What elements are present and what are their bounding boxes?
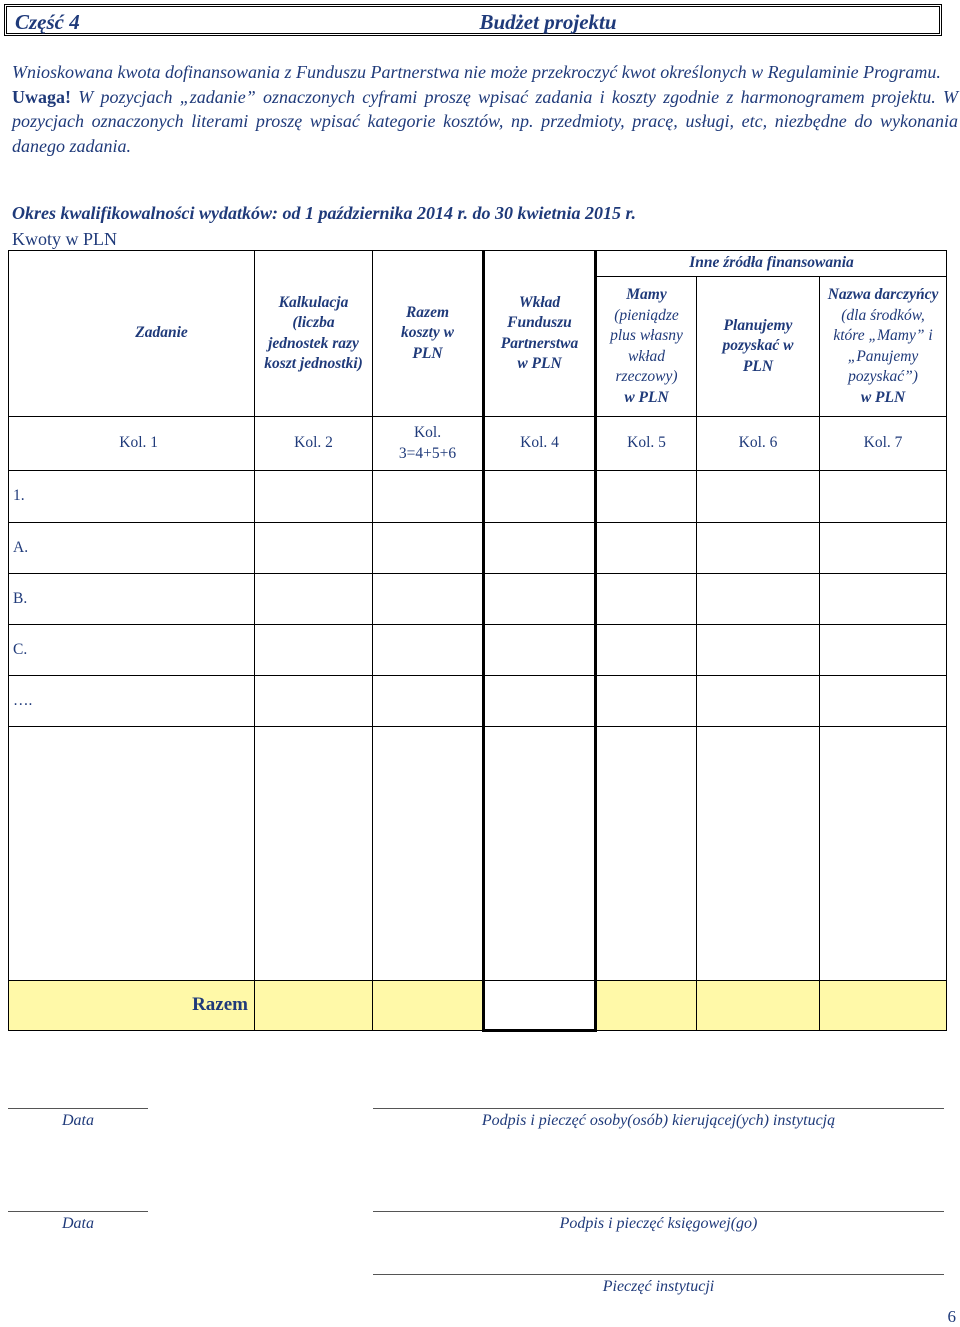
section-header — [4, 4, 942, 36]
row-label: …. — [9, 676, 255, 727]
table-row — [9, 676, 947, 727]
table-row — [9, 625, 947, 676]
cell[interactable] — [820, 727, 947, 981]
cell[interactable] — [255, 523, 373, 574]
kol-4-label: Kol. 4 — [484, 417, 596, 471]
intro-text — [12, 60, 958, 158]
cell[interactable] — [596, 727, 697, 981]
cell[interactable] — [255, 676, 373, 727]
total-cell[interactable] — [484, 981, 596, 1031]
cell[interactable] — [697, 676, 820, 727]
table-row — [9, 471, 947, 523]
cell[interactable] — [373, 523, 484, 574]
cell[interactable] — [373, 625, 484, 676]
cell[interactable] — [484, 625, 596, 676]
signature-line — [373, 1274, 944, 1275]
cell[interactable] — [484, 574, 596, 625]
cell[interactable] — [596, 523, 697, 574]
cell[interactable] — [596, 471, 697, 523]
cell[interactable] — [596, 676, 697, 727]
table-row — [9, 574, 947, 625]
accountant-signature-label: Podpis i pieczęć księgowej(go) — [559, 1215, 758, 1232]
kol-3-label: Kol. 3=4+5+6 — [373, 417, 484, 471]
row-label: B. — [9, 574, 255, 625]
header-inne-zrodla: Inne źródła finansowania — [596, 251, 947, 277]
header-wklad-funduszu: Wkład Funduszu Partnerstwa w PLN — [484, 251, 596, 417]
cell[interactable] — [373, 727, 484, 981]
signature-line — [373, 1211, 944, 1212]
cell[interactable] — [697, 523, 820, 574]
cell[interactable] — [255, 574, 373, 625]
row-label: C. — [9, 625, 255, 676]
header-kalkulacja: Kalkulacja (liczba jednostek razy koszt jednostki) — [255, 251, 373, 417]
total-cell[interactable] — [373, 981, 484, 1031]
cell[interactable] — [697, 471, 820, 523]
cell[interactable] — [596, 625, 697, 676]
cell[interactable] — [9, 727, 255, 981]
kol-2-label: Kol. 2 — [255, 417, 373, 471]
header-planujemy: Planujemy pozyskać w PLN — [697, 277, 820, 417]
date-label-1: Data — [62, 1112, 94, 1129]
total-label: Razem — [9, 981, 255, 1031]
uwaga-label: Uwaga! — [12, 86, 71, 107]
signature-line — [8, 1211, 148, 1212]
cell[interactable] — [596, 574, 697, 625]
cell[interactable] — [484, 727, 596, 981]
page-number: 6 — [947, 1307, 956, 1326]
cell[interactable] — [697, 727, 820, 981]
cell[interactable] — [255, 625, 373, 676]
institution-stamp-label: Pieczęć instytucji — [602, 1278, 715, 1295]
amounts-unit-note: Kwoty w PLN — [12, 229, 118, 249]
cell[interactable] — [373, 676, 484, 727]
header-zadanie: Zadanie — [9, 251, 255, 417]
cell[interactable] — [820, 523, 947, 574]
cell[interactable] — [373, 471, 484, 523]
header-mamy: Mamy (pieniądze plus własny wkład rzeczowy) w PLN — [596, 277, 697, 417]
section-title: Budżet projektu — [479, 10, 617, 34]
kol-1-label: Kol. 1 — [9, 417, 255, 471]
total-cell[interactable] — [596, 981, 697, 1031]
cell[interactable] — [697, 625, 820, 676]
intro-paragraph-1: Wnioskowana kwota dofinansowania z Funduszu Partnerstwa nie może przekroczyć kwot określonych w Regulaminie Programu. — [12, 62, 941, 82]
total-cell[interactable] — [697, 981, 820, 1031]
cell[interactable] — [820, 676, 947, 727]
signature-line — [373, 1108, 944, 1109]
total-cell[interactable] — [820, 981, 947, 1031]
kol-5-label: Kol. 5 — [596, 417, 697, 471]
section-number: Część 4 — [15, 10, 80, 34]
row-label: A. — [9, 523, 255, 574]
kol-7-label: Kol. 7 — [820, 417, 947, 471]
cell[interactable] — [820, 574, 947, 625]
table-row — [9, 523, 947, 574]
date-label-2: Data — [62, 1215, 94, 1232]
cell[interactable] — [373, 574, 484, 625]
header-nazwa-darczyncy: Nazwa darczyńcy (dla środków, które „Mamy” i „Panujemy pozyskać”) w PLN — [820, 277, 947, 417]
cell[interactable] — [820, 625, 947, 676]
header-razem-koszty: Razem koszty w PLN — [373, 251, 484, 417]
eligibility-period: Okres kwalifikowalności wydatków: od 1 października 2014 r. do 30 kwietnia 2015 r. — [12, 203, 637, 223]
total-cell[interactable] — [255, 981, 373, 1031]
cell[interactable] — [484, 676, 596, 727]
cell[interactable] — [697, 574, 820, 625]
table-row — [9, 727, 947, 981]
row-label: 1. — [9, 471, 255, 523]
cell[interactable] — [255, 727, 373, 981]
director-signature-label: Podpis i pieczęć osoby(osób) kierującej(ych) instytucją — [481, 1112, 836, 1129]
kol-6-label: Kol. 6 — [697, 417, 820, 471]
total-row — [9, 981, 947, 1031]
cell[interactable] — [820, 471, 947, 523]
cell[interactable] — [255, 471, 373, 523]
cell[interactable] — [484, 471, 596, 523]
signature-line — [8, 1108, 148, 1109]
cell[interactable] — [484, 523, 596, 574]
intro-paragraph-2: W pozycjach „zadanie” oznaczonych cyframi proszę wpisać zadania i koszty zgodnie z harmonogramem projektu. W pozycjach oznaczonych literami proszę wpisać kategorie kosztów, np. przedmioty, pracę, usługi, etc, niezbędne do wykonania danego zadania. — [12, 86, 958, 156]
budget-table — [8, 250, 947, 1032]
